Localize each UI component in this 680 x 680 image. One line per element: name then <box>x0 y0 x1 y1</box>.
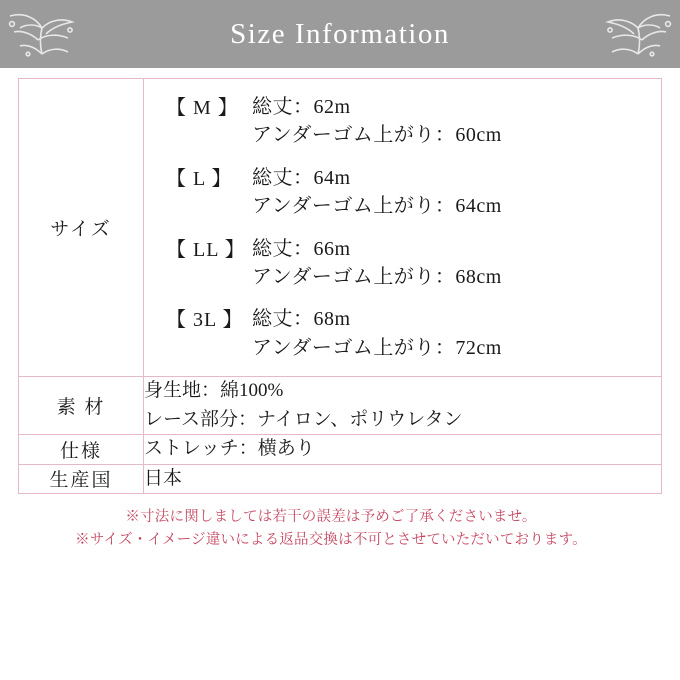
row-label-spec: 仕様 <box>19 435 144 465</box>
size-measurements-ll <box>252 235 502 292</box>
size-measurements-m <box>252 93 502 150</box>
size-measurements-3l <box>252 305 502 362</box>
size-tag-3l: 【 3L 】 <box>166 309 244 332</box>
table-row-material <box>19 377 662 435</box>
size-tag-ll: 【 LL 】 <box>166 238 246 261</box>
size-information-table <box>18 78 662 494</box>
size-line-total-l: 総丈：64m <box>252 166 351 189</box>
table-row-spec <box>19 435 662 465</box>
row-value-country <box>144 464 662 494</box>
footnote-measurement-tolerance: ※寸法に関しましては若干の誤差は予めご了承くださいませ。 <box>125 509 537 526</box>
size-line-underbust-ll: アンダーゴム上がり：68cm <box>252 265 502 288</box>
page-title: Size Information <box>230 17 450 50</box>
size-line-total-ll: 総丈：66m <box>252 237 351 260</box>
size-line-underbust-l: アンダーゴム上がり：64cm <box>252 195 502 218</box>
size-entry-l <box>144 164 661 221</box>
footnote-return-policy: ※サイズ・イメージ違いによる返品交換は不可とさせていただいております。 <box>75 531 587 548</box>
table-row-size <box>19 79 662 377</box>
row-value-spec <box>144 435 662 465</box>
material-lines <box>144 377 661 434</box>
page-header <box>0 0 680 68</box>
country-line-value: 日本 <box>144 467 183 489</box>
material-line-lace: レース部分：ナイロン、ポリウレタン <box>144 408 463 430</box>
floral-flourish-right-icon <box>604 6 674 62</box>
size-list <box>144 79 661 376</box>
row-label-material: 素 材 <box>19 377 144 435</box>
size-tag-m: 【 M 】 <box>166 97 239 119</box>
size-line-total-3l: 総丈：68m <box>252 308 351 331</box>
size-entry-ll <box>144 235 661 292</box>
spec-line-stretch: ストレッチ：横あり <box>144 438 315 460</box>
size-entry-3l <box>144 305 661 362</box>
row-label-country: 生産国 <box>19 464 144 494</box>
floral-flourish-left-icon <box>6 6 76 62</box>
size-line-underbust-m: アンダーゴム上がり：60cm <box>252 124 502 147</box>
row-value-size <box>144 79 662 377</box>
footnotes <box>0 494 680 551</box>
size-measurements-l <box>252 164 502 221</box>
size-table-wrapper <box>0 68 680 494</box>
size-tag-l: 【 L 】 <box>166 167 233 190</box>
row-value-material <box>144 377 662 435</box>
size-entry-m <box>144 93 661 150</box>
table-row-country <box>19 464 662 494</box>
material-line-body: 身生地：綿100% <box>144 380 284 402</box>
size-line-total-m: 総丈：62m <box>252 96 351 118</box>
row-label-size: サイズ <box>19 79 144 377</box>
size-line-underbust-3l: アンダーゴム上がり：72cm <box>252 336 502 359</box>
